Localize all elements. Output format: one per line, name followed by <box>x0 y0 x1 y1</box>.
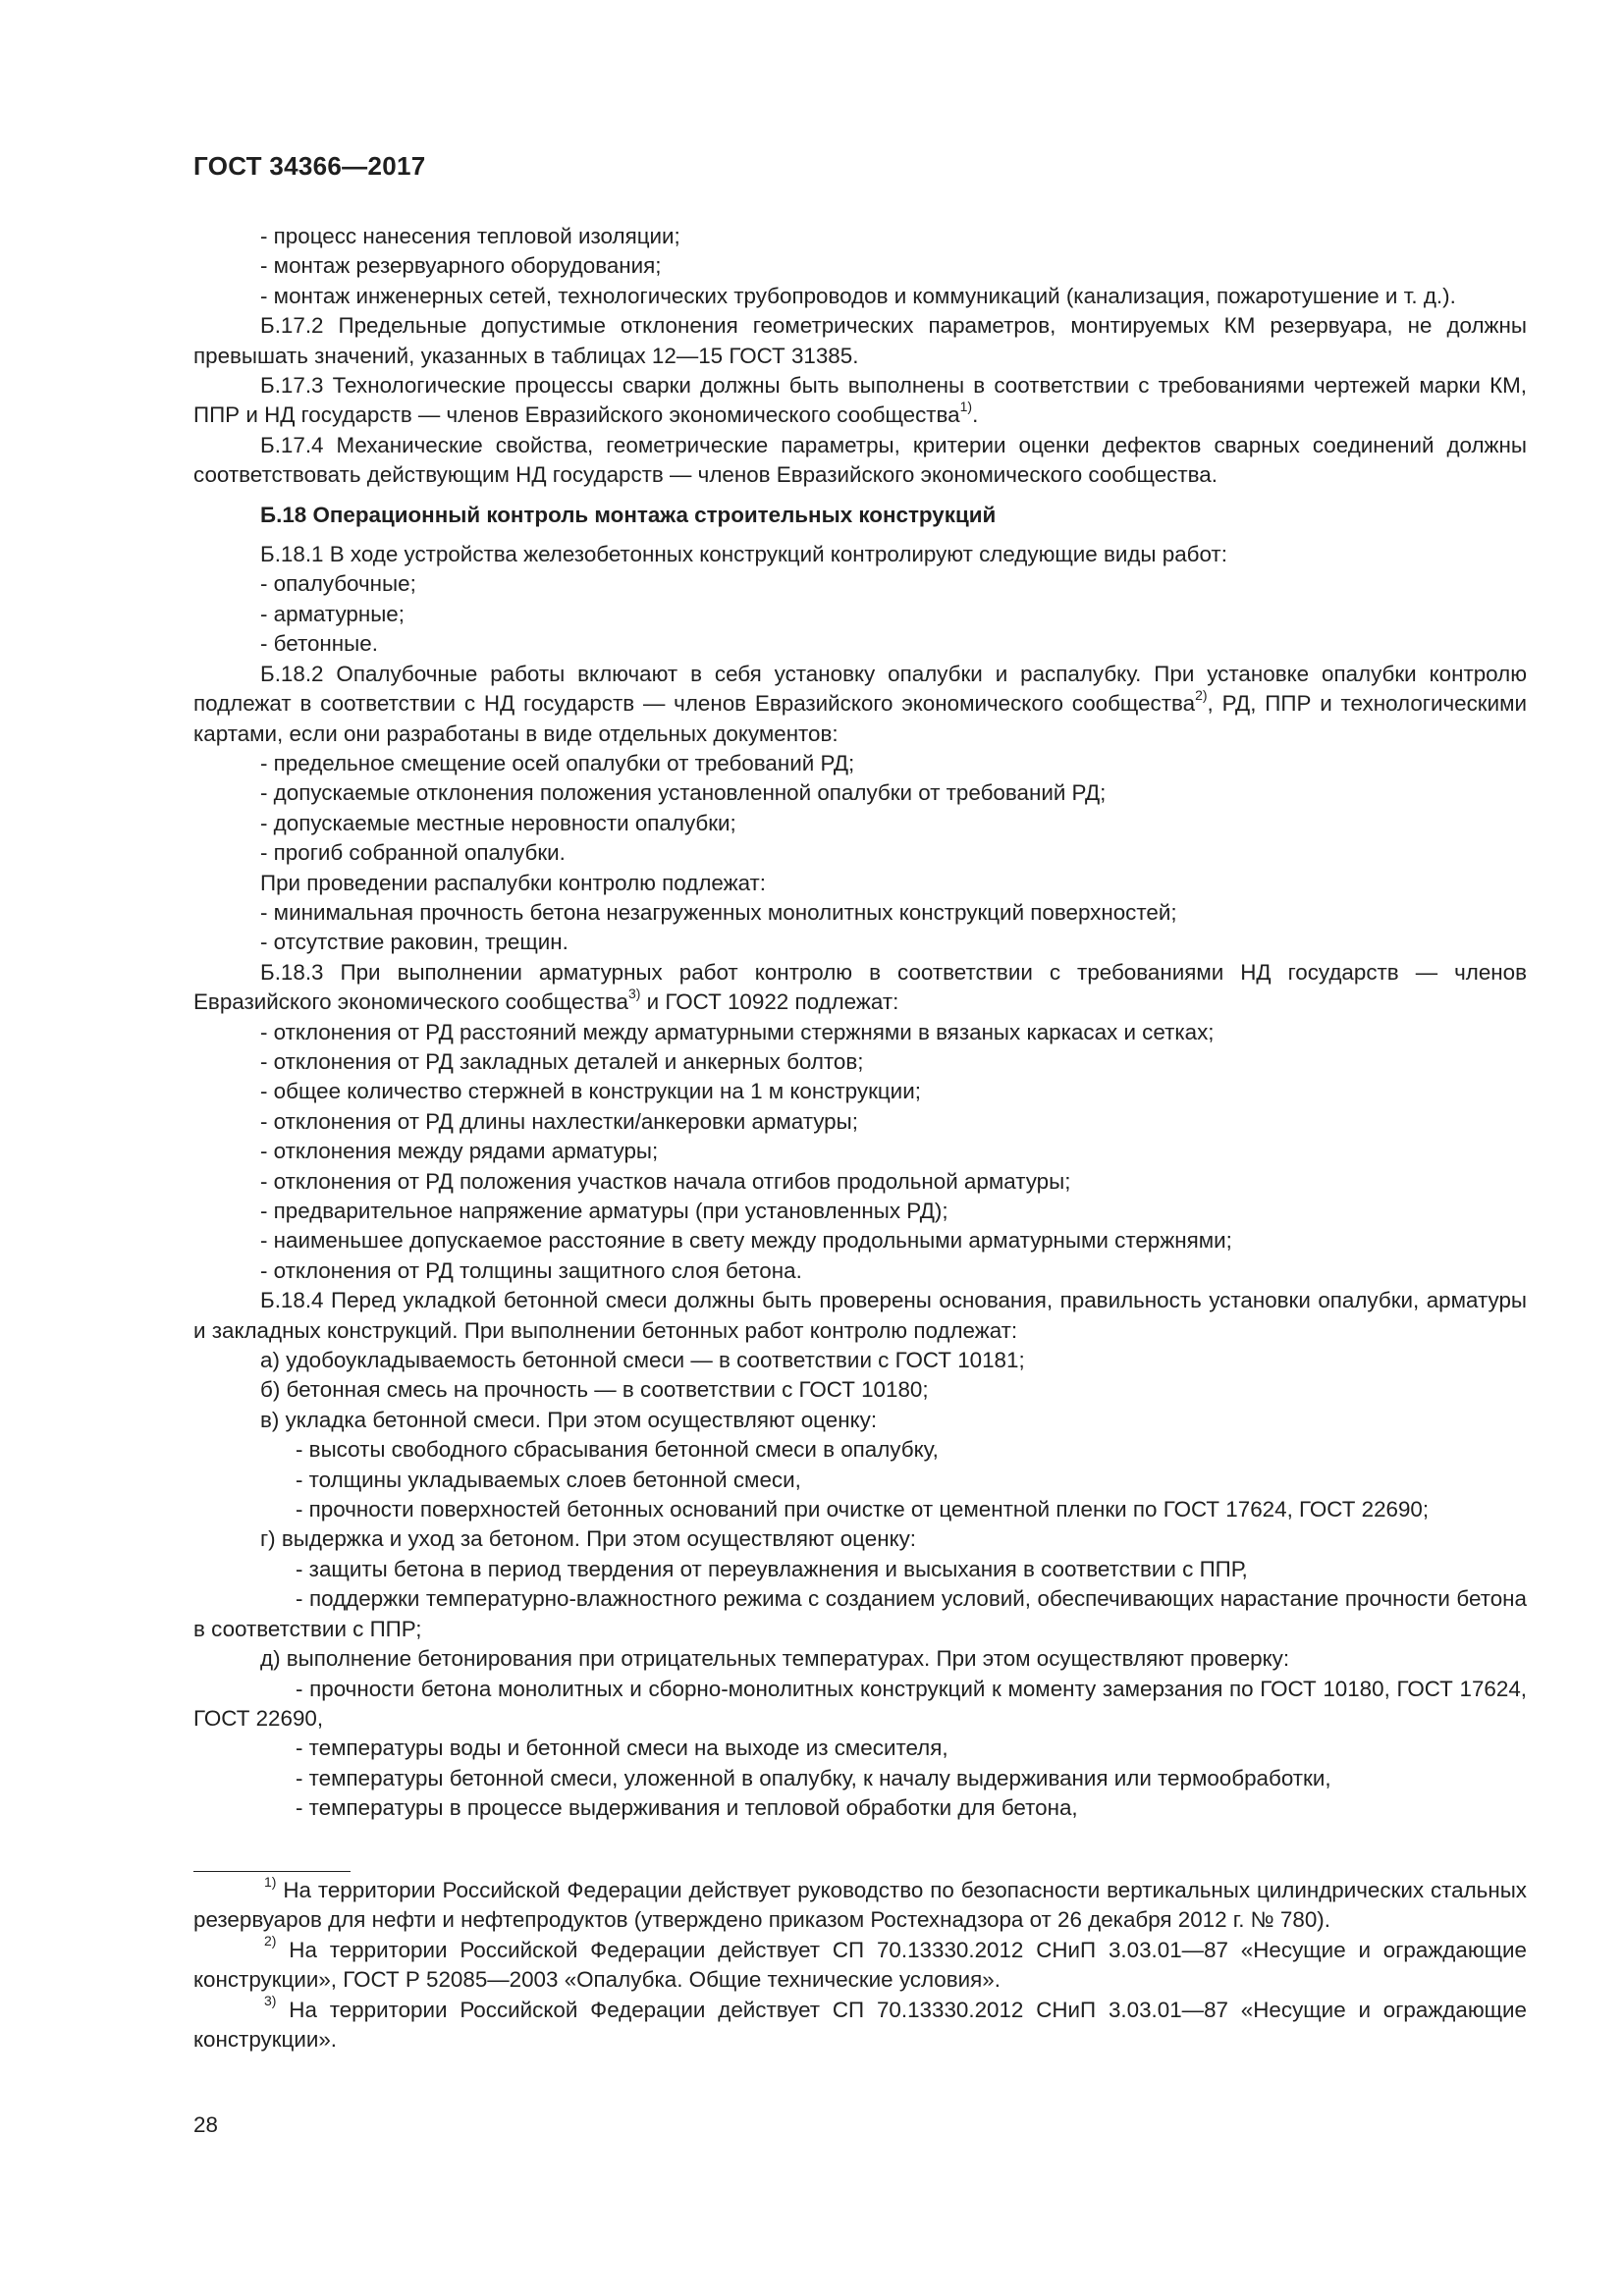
list-item: - прогиб собранной опалубки. <box>260 840 566 866</box>
list-item: - температуры воды и бетонной смеси на выходе из смесителя, <box>296 1735 948 1761</box>
list-item: - поддержки температурно-влажностного режима с созданием условий, обеспечивающих нарастание прочности бетона в соответствии с ППР; <box>193 1586 1527 1641</box>
paragraph-b18-1: Б.18.1 В ходе устройства железобетонных конструкций контролируют следующие виды работ: <box>260 542 1227 567</box>
list-item: - монтаж резервуарного оборудования; <box>260 253 662 279</box>
list-item: - отклонения между рядами арматуры; <box>260 1139 659 1164</box>
list-item: - допускаемые отклонения положения установленной опалубки от требований РД; <box>260 780 1107 806</box>
paragraph-stripping: При проведении распалубки контролю подлежат: <box>260 870 767 895</box>
footnote-mark: 1) <box>264 1873 277 1890</box>
document-body <box>193 222 1527 1824</box>
list-item: - отклонения от РД положения участков начала отгибов продольной арматуры; <box>260 1168 1071 1194</box>
list-item: - допускаемые местные неровности опалубки; <box>260 810 736 835</box>
footnote-ref-1[interactable]: 1) <box>959 398 973 414</box>
list-item: - минимальная прочность бетона незагруженных монолитных конструкций поверхностей; <box>260 899 1177 925</box>
list-item: - защиты бетона в период твердения от переувлажнения и высыхания в соответствии с ППР, <box>296 1556 1248 1581</box>
list-item: - наименьшее допускаемое расстояние в свету между продольными арматурными стержнями; <box>260 1228 1232 1254</box>
footnote-mark: 2) <box>264 1933 277 1949</box>
footnote-3: $^{3)}$ На территории Российской Федерации действует СП 70.13330.2012 СНиП 3.03.01—87 «Несущие и ограждающие конструкции». <box>193 1993 1527 2053</box>
section-heading-b18: Б.18 Операционный контроль монтажа строительных конструкций <box>260 502 997 527</box>
paragraph-b17-3: Б.17.3 Технологические процессы сварки должны быть выполнены в соответствии с требованиями чертежей марки КМ, ППР и НД государств — членов Евразийского экономического сообщества$^{1)}$. <box>193 373 1527 428</box>
page-number: 28 <box>193 2112 218 2137</box>
paragraph-b18-4: Б.18.4 Перед укладкой бетонной смеси должны быть проверены основания, правильность установки опалубки, арматуры и закладных конструкций. При выполнении бетонных работ контролю подлежат: <box>193 1288 1527 1343</box>
list-item: в) укладка бетонной смеси. При этом осуществляют оценку: <box>260 1407 878 1432</box>
footnotes <box>193 1873 1527 2055</box>
list-item: - отклонения от РД толщины защитного слоя бетона. <box>260 1257 802 1283</box>
list-item: - толщины укладываемых слоев бетонной смеси, <box>296 1467 801 1492</box>
list-item: - температуры бетонной смеси, уложенной в опалубку, к началу выдерживания или термообработки, <box>296 1765 1331 1790</box>
footnote-mark: 3) <box>264 1993 277 2009</box>
list-item: - отсутствие раковин, трещин. <box>260 930 568 955</box>
footnote-2: $^{2)}$ На территории Российской Федерации действует СП 70.13330.2012 СНиП 3.03.01—87 «Несущие и ограждающие конструкции», ГОСТ Р 52085—2003 «Опалубка. Общие технические условия». <box>193 1933 1527 1993</box>
list-item: г) выдержка и уход за бетоном. При этом осуществляют оценку: <box>260 1526 917 1552</box>
list-item: - предельное смещение осей опалубки от требований РД; <box>260 750 855 775</box>
document-header: ГОСТ 34366—2017 <box>193 151 426 181</box>
list-item: - опалубочные; <box>260 571 416 597</box>
list-item: а) удобоукладываемость бетонной смеси — в соответствии с ГОСТ 10181; <box>260 1348 1025 1373</box>
list-item: д) выполнение бетонирования при отрицательных температурах. При этом осуществляют проверку: <box>260 1646 1290 1672</box>
paragraph-b18-2: Б.18.2 Опалубочные работы включают в себя установку опалубки и распалубку. При установке опалубки контролю подлежат в соответствии с НД государств — членов Евразийского экономического сообщества$^{2)}$, РД, ППР и технологическими картами, если они разработаны в виде отдельных документов: <box>193 661 1527 746</box>
paragraph-b17-2: Б.17.2 Предельные допустимые отклонения геометрических параметров, монтируемых КМ резервуара, не должны превышать значений, указанных в таблицах 12—15 ГОСТ 31385. <box>193 313 1527 368</box>
list-item: - общее количество стержней в конструкции на 1 м конструкции; <box>260 1079 921 1104</box>
list-item: - отклонения от РД длины нахлестки/анкеровки арматуры; <box>260 1108 858 1134</box>
list-item: - арматурные; <box>260 601 405 626</box>
paragraph-b17-4: Б.17.4 Механические свойства, геометрические параметры, критерии оценки дефектов сварных соединений должны соответствовать действующим НД государств — членов Евразийского экономического сообщества. <box>193 432 1527 488</box>
footnote-divider <box>193 1871 351 1872</box>
list-item: - процесс нанесения тепловой изоляции; <box>260 224 680 248</box>
list-item: - отклонения от РД закладных деталей и анкерных болтов; <box>260 1048 864 1074</box>
footnote-ref-3[interactable]: 3) <box>627 985 641 1001</box>
list-item: - высоты свободного сбрасывания бетонной смеси в опалубку, <box>296 1437 939 1463</box>
list-item: - прочности бетона монолитных и сборно-монолитных конструкций к моменту замерзания по ГОСТ 10180, ГОСТ 17624, ГОСТ 22690, <box>193 1676 1527 1731</box>
footnote-1: $^{1)}$ На территории Российской Федерации действует руководство по безопасности вертикальных цилиндрических стальных резервуаров для нефти и нефтепродуктов (утверждено приказом Ростехнадзора от 26 декабря 2012 г. № 780). <box>193 1873 1527 1933</box>
list-item: - предварительное напряжение арматуры (при установленных РД); <box>260 1199 948 1223</box>
list-item: б) бетонная смесь на прочность — в соответствии с ГОСТ 10180; <box>260 1377 929 1403</box>
list-item: - монтаж инженерных сетей, технологических трубопроводов и коммуникаций (канализация, пожаротушение и т. д.). <box>260 283 1456 308</box>
list-item: - бетонные. <box>260 631 378 657</box>
paragraph-b18-3: Б.18.3 При выполнении арматурных работ контролю в соответствии с требованиями НД государств — членов Евразийского экономического сообщества$^{3)}$ и ГОСТ 10922 подлежат: <box>193 959 1527 1015</box>
list-item: - прочности поверхностей бетонных оснований при очистке от цементной пленки по ГОСТ 17624, ГОСТ 22690; <box>296 1497 1430 1522</box>
list-item: - отклонения от РД расстояний между арматурными стержнями в вязаных каркасах и сетках; <box>260 1019 1215 1044</box>
list-item: - температуры в процессе выдерживания и тепловой обработки для бетона, <box>296 1795 1078 1821</box>
footnote-ref-2[interactable]: 2) <box>1195 686 1208 703</box>
